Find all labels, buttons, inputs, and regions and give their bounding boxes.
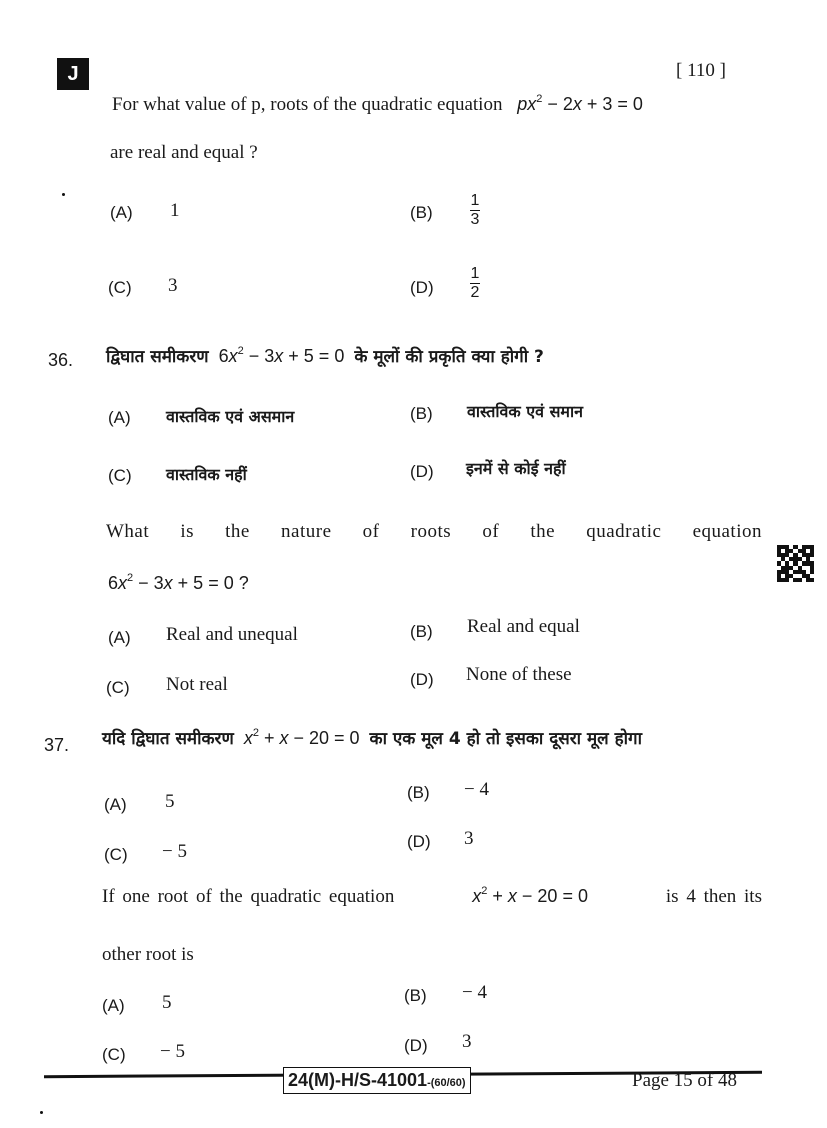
- q36-hi-option-a-label: (A): [108, 408, 131, 427]
- q35-option-b-label: (B): [410, 203, 433, 222]
- q36-english-text: What is the nature of roots of the quadratic equation: [106, 521, 762, 542]
- q37-english-text: If one root of the quadratic equation $x^2 + x - 20 = 0$ is 4 then its: [102, 885, 762, 907]
- q37-en-option-a-label: (A): [102, 996, 125, 1015]
- page-number: Page 15 of 48: [632, 1070, 738, 1091]
- q36-hi-option-a-value: वास्तविक एवं असमान: [166, 407, 295, 426]
- q36-en-option-b-label: (B): [410, 622, 433, 641]
- q35-option-d-label: (D): [410, 278, 434, 297]
- q36-hindi-equation: $6x^2 - 3x + 5 = 0$: [218, 345, 345, 366]
- q37-en-option-a-value: 5: [162, 992, 172, 1013]
- q36-hi-option-c-label: (C): [108, 466, 132, 485]
- q36-en-option-c-value: Not real: [166, 674, 228, 695]
- q37-hi-option-b-value: − 4: [464, 779, 489, 800]
- q36-hi-option-d-value: इनमें से कोई नहीं: [466, 459, 566, 478]
- q37-number: 37.: [44, 735, 70, 755]
- q37-hi-option-b-label: (B): [407, 783, 430, 802]
- q37-en-option-c-value: − 5: [160, 1041, 185, 1062]
- q37-hi-option-a-label: (A): [104, 795, 127, 814]
- q37-hi-option-d-value: 3: [464, 828, 474, 849]
- q36-en-option-d-label: (D): [410, 670, 434, 689]
- q36-en-option-c-label: (C): [106, 678, 130, 697]
- q37-hi-option-d-label: (D): [407, 832, 431, 851]
- q35-text-line2: are real and equal ?: [110, 142, 258, 163]
- q37-english-equation: $x^2 + x - 20 = 0$: [472, 885, 588, 906]
- q37-hi-option-c-value: − 5: [162, 841, 187, 862]
- q35-option-c-value: 3: [168, 275, 178, 296]
- q37-hi-option-a-value: 5: [165, 791, 175, 812]
- q36-hi-option-b-value: वास्तविक एवं समान: [467, 402, 584, 421]
- q36-hi-option-b-label: (B): [410, 404, 433, 423]
- q36-en-option-d-value: None of these: [466, 664, 572, 685]
- q36-en-option-a-value: Real and unequal: [166, 624, 298, 645]
- q36-en-option-a-label: (A): [108, 628, 131, 647]
- q37-english-text-line2: other root is: [102, 944, 194, 965]
- q35-option-d-value: $\frac{1}{2}$: [470, 265, 480, 301]
- qr-code: [777, 545, 814, 582]
- q37-en-option-b-label: (B): [404, 986, 427, 1005]
- q37-hindi-text: यदि द्विघात समीकरण $x^2 + x - 20 = 0$ का एक मूल 4 हो तो इसका दूसरा मूल होगा: [102, 727, 643, 749]
- q37-en-option-d-value: 3: [462, 1031, 472, 1052]
- q35-text-line1: For what value of p, roots of the quadratic equation $px^2 - 2x + 3 = 0$: [112, 93, 643, 115]
- q37-en-option-c-label: (C): [102, 1045, 126, 1064]
- scan-speck: [40, 1111, 43, 1114]
- q36-en-option-b-value: Real and equal: [467, 616, 580, 637]
- q36-hindi-text: द्विघात समीकरण $6x^2 - 3x + 5 = 0$ के मूलों की प्रकृति क्या होगी ?: [106, 345, 544, 367]
- q37-hi-option-c-label: (C): [104, 845, 128, 864]
- set-badge: J: [57, 58, 89, 90]
- q36-english-equation: $6x^2 - 3x + 5 = 0$ ?: [108, 572, 249, 593]
- q37-en-option-d-label: (D): [404, 1036, 428, 1055]
- q36-hi-option-c-value: वास्तविक नहीं: [166, 465, 247, 484]
- q35-option-a-label: (A): [110, 203, 133, 222]
- q37-en-option-b-value: − 4: [462, 982, 487, 1003]
- scan-speck: [62, 193, 65, 196]
- q37-hindi-equation: $x^2 + x - 20 = 0$: [243, 727, 360, 748]
- question-code: [ 110 ]: [676, 60, 726, 81]
- q36-number: 36.: [48, 350, 74, 370]
- q35-option-a-value: 1: [170, 200, 180, 221]
- q35-option-c-label: (C): [108, 278, 132, 297]
- q35-option-b-value: $\frac{1}{3}$: [470, 192, 480, 228]
- paper-code: 24(M)-H/S-41001-(60/60): [283, 1067, 471, 1094]
- q36-hi-option-d-label: (D): [410, 462, 434, 481]
- q35-equation: $px^2 - 2x + 3 = 0$: [517, 93, 643, 114]
